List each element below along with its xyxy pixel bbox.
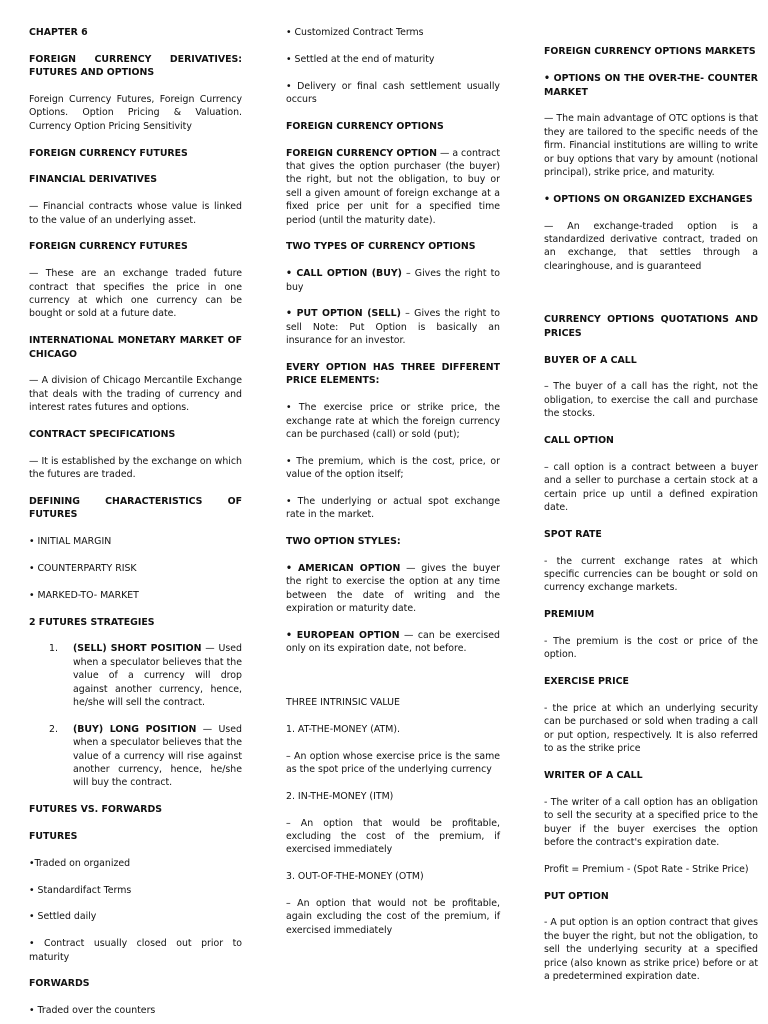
definition-text: – Gives the right to sell Note: Put Option is basically an insurance for an investor.	[286, 308, 501, 347]
heading-at-the-money: 1. AT-THE-MONEY (ATM).	[286, 723, 400, 735]
profit-formula: Profit = Premium - (Spot Rate - Strike Price)	[544, 863, 749, 875]
term-foreign-currency-option: FOREIGN CURRENCY OPTION	[286, 147, 437, 159]
heading-two-types: TWO TYPES OF CURRENCY OPTIONS	[286, 241, 476, 253]
strategy-short-position	[29, 642, 242, 709]
heading-forwards: FORWARDS	[29, 978, 90, 990]
text-call-option-def: – call option is a contract between a buyer and a seller to purchase a certain stock at a certain price up until a defined expiration date.	[544, 461, 758, 514]
text-otc-market: — The main advantage of OTC options is that they are tailored to the specific needs of the firm. Financial institutions are willing to write or buy options that vary by amount (notional principal), strike price, and maturity.	[544, 113, 758, 179]
strategy-number: 1.	[49, 643, 58, 655]
heading-futures: FUTURES	[29, 831, 78, 843]
heading-defining-characteristics: DEFINING CHARACTERISTICS OF FUTURES	[29, 496, 242, 521]
text-foreign-currency-futures: — These are an exchange traded future contract that specifies the price in one currency at which one currency can be bought or sold at a future date.	[29, 268, 242, 320]
forwards-item: • Settled at the end of maturity	[286, 53, 435, 65]
heading-premium: PREMIUM	[544, 609, 595, 621]
term-put-option: • PUT OPTION (SELL)	[286, 308, 401, 320]
text-call-option	[286, 267, 500, 294]
heading-buyer-of-call: BUYER OF A CALL	[544, 354, 637, 366]
forwards-item: • Delivery or final cash settlement usually occurs	[286, 80, 500, 105]
price-element-item: • The premium, which is the cost, price, or value of the option itself;	[286, 455, 500, 481]
heading-foreign-currency-futures-2: FOREIGN CURRENCY FUTURES	[29, 241, 188, 253]
definition-text: — gives the buyer the right to exercise the option at any time between the date of writing and the expiration or maturity date.	[286, 563, 500, 615]
text-writer-of-call: - The writer of a call option has an obligation to sell the security at a specified price to the buyer if the buyer exercises the option before the contract's expiration date.	[544, 796, 758, 849]
term-american-option: • AMERICAN OPTION	[286, 563, 401, 575]
text-out-of-the-money: – An option that would not be profitable, again excluding the cost of the premium, if exercised immediately	[286, 898, 500, 936]
strategy-text: — Used when a speculator believes that the value of a currency will rise against another currency, hence, he/she will buy the contract.	[73, 723, 242, 789]
heading-exercise-price: EXERCISE PRICE	[544, 676, 629, 688]
heading-option-styles: TWO OPTION STYLES:	[286, 536, 401, 548]
heading-options-markets: FOREIGN CURRENCY OPTIONS MARKETS	[544, 46, 756, 58]
heading-foreign-currency-futures: FOREIGN CURRENCY FUTURES	[29, 147, 188, 159]
text-at-the-money: – An option whose exercise price is the same as the spot price of the underlying currency	[286, 750, 500, 776]
heading-financial-derivatives: FINANCIAL DERIVATIVES	[29, 174, 158, 186]
futures-item: • Standardifact Terms	[29, 884, 132, 896]
text-contract-specifications: — It is established by the exchange on which the futures are traded.	[29, 455, 242, 481]
bullet-counterparty-risk: • COUNTERPARTY RISK	[29, 563, 137, 575]
chapter-topics: Foreign Currency Futures, Foreign Currency Options. Option Pricing & Valuation. Currency Option Pricing Sensitivity	[29, 94, 242, 132]
heading-writer-of-call: WRITER OF A CALL	[544, 770, 643, 782]
strategy-title: (BUY) LONG POSITION	[73, 723, 197, 735]
heading-organized-exchanges: • OPTIONS ON ORGANIZED EXCHANGES	[544, 193, 753, 205]
column-left	[29, 26, 242, 1018]
price-element-item: • The underlying or actual spot exchange rate in the market.	[286, 496, 500, 521]
term-call-option: • CALL OPTION (BUY)	[286, 268, 402, 280]
futures-item: •Traded on organized	[29, 857, 131, 869]
bullet-initial-margin: • INITIAL MARGIN	[29, 536, 112, 548]
text-in-the-money: – An option that would be profitable, excluding the cost of the premium, if exercised immediately	[286, 817, 500, 856]
text-buyer-of-call: – The buyer of a call has the right, not the obligation, to exercise the call and purchase the stocks.	[544, 381, 758, 420]
text-financial-derivatives: — Financial contracts whose value is linked to the value of an underlying asset.	[29, 201, 242, 226]
strategy-long-position	[29, 723, 242, 790]
heading-otc-market: • OPTIONS ON THE OVER-THE- COUNTER MARKET	[544, 73, 758, 98]
bullet-marked-to-market: • MARKED-TO- MARKET	[29, 589, 139, 601]
term-european-option: • EUROPEAN OPTION	[286, 630, 400, 642]
heading-put-option: PUT OPTION	[544, 890, 609, 902]
definition-text: — can be exercised only on its expiration date, not before.	[286, 630, 500, 655]
futures-item: • Contract usually closed out prior to maturity	[29, 938, 242, 963]
forwards-item: • Customized Contract Terms	[286, 27, 424, 38]
text-put-option	[286, 307, 500, 347]
text-exercise-price: - the price at which an underlying security can be purchased or sold when trading a call or put option, respectively. It is also referred to as the strike price	[544, 703, 758, 755]
heading-quotations: CURRENCY OPTIONS QUOTATIONS AND PRICES	[544, 314, 758, 339]
text-put-option-def: - A put option is an option contract that gives the buyer the right, but not the obligation, to sell the underlying security at a specified price (also known as strike price) before or at a predetermined expiration date.	[544, 917, 758, 983]
text-imm-chicago: — A division of Chicago Mercantile Exchange that deals with the trading of currency and interest rates futures and options.	[29, 375, 242, 414]
price-element-item: • The exercise price or strike price, the exchange rate at which the foreign currency can be purchased (call) or sold (put);	[286, 402, 500, 441]
strategy-number: 2.	[49, 723, 58, 735]
column-right	[544, 26, 758, 984]
heading-call-option: CALL OPTION	[544, 435, 614, 447]
text-european-option	[286, 629, 500, 656]
futures-item: • Settled daily	[29, 911, 97, 923]
strategy-title: (SELL) SHORT POSITION	[73, 643, 202, 655]
heading-futures-strategies: 2 FUTURES STRATEGIES	[29, 616, 155, 628]
heading-intrinsic-value: THREE INTRINSIC VALUE	[286, 697, 400, 709]
heading-out-of-the-money: 3. OUT-OF-THE-MONEY (OTM)	[286, 871, 424, 883]
chapter-label: CHAPTER 6	[29, 27, 88, 38]
text-american-option	[286, 562, 500, 616]
heading-in-the-money: 2. IN-THE-MONEY (ITM)	[286, 790, 394, 802]
chapter-title: FOREIGN CURRENCY DERIVATIVES: FUTURES AND OPTIONS	[29, 53, 242, 79]
heading-spot-rate: SPOT RATE	[544, 528, 602, 540]
column-middle	[286, 26, 500, 937]
heading-foreign-currency-options: FOREIGN CURRENCY OPTIONS	[286, 120, 444, 132]
heading-price-elements: EVERY OPTION HAS THREE DIFFERENT PRICE ELEMENTS:	[286, 362, 500, 387]
heading-contract-specifications: CONTRACT SPECIFICATIONS	[29, 429, 176, 441]
text-foreign-currency-option	[286, 147, 500, 227]
text-premium: - The premium is the cost or price of the option.	[544, 636, 758, 661]
text-organized-exchanges: — An exchange-traded option is a standardized derivative contract, traded on an exchange, that settles through a clearinghouse, and is guaranteed	[544, 220, 758, 272]
heading-futures-vs-forwards: FUTURES VS. FORWARDS	[29, 804, 163, 816]
definition-text: — a contract that gives the option purchaser (the buyer) the right, but not the obligation, to buy or sell a given amount of foreign exchange at a fixed price per unit for a specified time period (until the maturity date).	[286, 147, 500, 226]
text-spot-rate: - the current exchange rates at which specific currencies can be bought or sold on currency exchange markets.	[544, 555, 758, 594]
heading-imm-chicago: INTERNATIONAL MONETARY MARKET OF CHICAGO	[29, 335, 242, 360]
forwards-item: • Traded over the counters	[29, 1005, 156, 1017]
definition-text: – Gives the right to buy	[286, 268, 501, 293]
strategy-text: — Used when a speculator believes that the value of a currency will drop against another currency, hence, he/she will sell the contract.	[73, 643, 242, 709]
